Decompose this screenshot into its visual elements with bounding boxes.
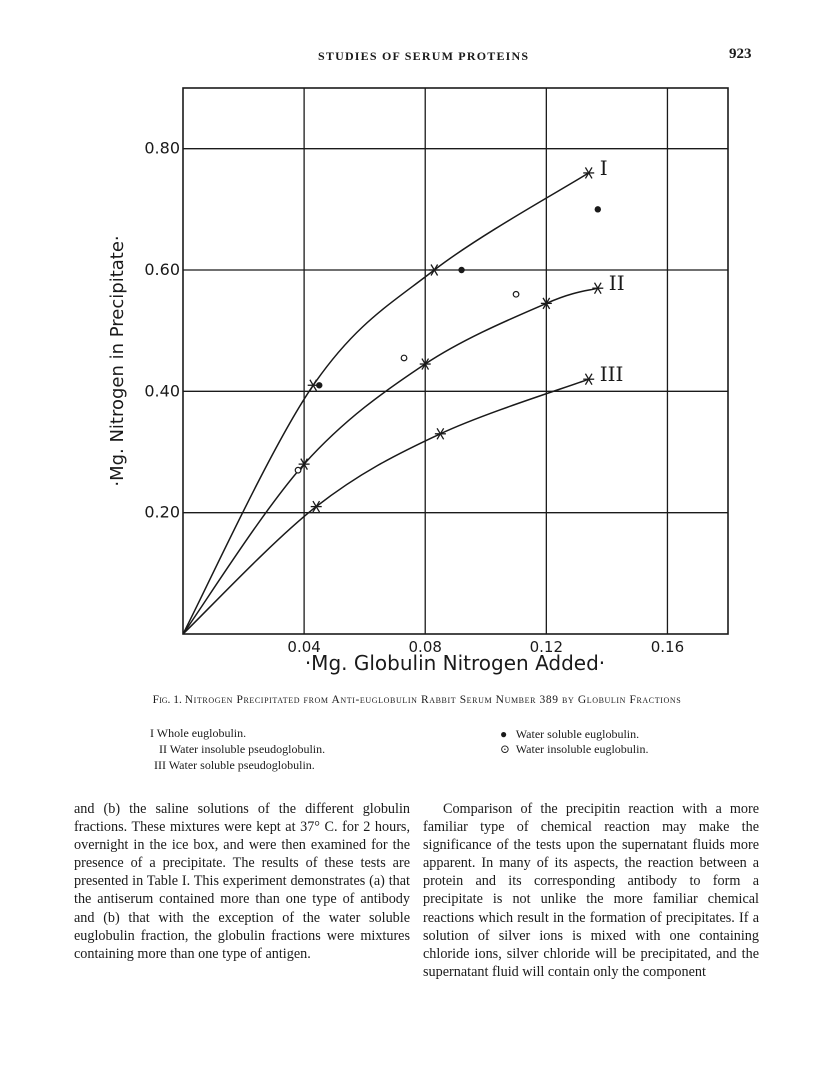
- asterisk-point-marker: [583, 167, 594, 178]
- chart-markers: [295, 167, 603, 512]
- series-curve: [183, 379, 589, 634]
- asterisk-point-marker: [435, 428, 446, 439]
- series-curve: [183, 173, 589, 634]
- body-column-right: [423, 800, 759, 981]
- chart-curves: [183, 173, 598, 634]
- caption-label: Fig. 1.: [152, 694, 182, 706]
- series-label: II: [608, 271, 625, 296]
- legend-numeral: I: [150, 726, 154, 740]
- filled-point-marker: [458, 267, 464, 273]
- legend-text: Water insoluble pseudoglobulin.: [169, 742, 326, 756]
- figure-caption: [112, 693, 722, 708]
- open-point-marker: [401, 355, 407, 361]
- legend-numeral: II: [159, 742, 167, 756]
- asterisk-point-marker: [583, 374, 594, 385]
- x-tick-label: 0.16: [650, 638, 685, 656]
- body-paragraph: and (b) the saline solutions of the different globulin fractions. These mixtures were kept at 37° C. for 2 hours, overnight in the ice box, and were then examined for the presence of a precipitate. The results of these tests are presented in Table I. This experiment demonstrates (a) that the antiserum contained more than one type of antibody and (b) that with the exception of the water soluble euglobulin fraction, the globulin fractions were mixtures containing more than one type of antigen.: [74, 801, 410, 962]
- series-label: I: [599, 155, 608, 180]
- caption-text: Nitrogen Precipitated from Anti-euglobulin Rabbit Serum Number 389 by Globulin Fractions: [184, 694, 682, 706]
- legend-item: [150, 725, 325, 741]
- body-column-left: [74, 800, 410, 963]
- series-curve: [183, 288, 598, 634]
- filled-circle-icon: ●: [500, 727, 508, 741]
- open-point-marker: [295, 467, 301, 473]
- legend-item: [154, 757, 325, 773]
- x-tick-label: 0.04: [287, 638, 321, 656]
- legend-text: Water soluble euglobulin.: [515, 727, 640, 741]
- open-circle-icon: ⊙: [500, 742, 511, 756]
- y-tick-label: 0.20: [144, 502, 180, 522]
- asterisk-point-marker: [592, 283, 603, 294]
- y-tick-label: 0.80: [144, 138, 180, 158]
- x-tick-label: 0.08: [408, 638, 442, 656]
- legend-item: [500, 727, 648, 742]
- running-title: STUDIES OF SERUM PROTEINS: [318, 49, 530, 63]
- filled-point-marker: [595, 206, 601, 212]
- x-tick-label: 0.12: [529, 638, 564, 656]
- legend-points: [500, 727, 648, 757]
- chart-labels: [107, 139, 684, 675]
- filled-point-marker: [316, 382, 322, 388]
- legend-item: [159, 741, 325, 757]
- legend-curves: [150, 725, 325, 773]
- x-axis-label: ·Mg. Globulin Nitrogen Added·: [304, 651, 606, 675]
- legend-text: Water soluble pseudoglobulin.: [168, 758, 315, 772]
- legend-text: Whole euglobulin.: [156, 726, 247, 740]
- legend-numeral: III: [154, 758, 166, 772]
- legend-item: [500, 742, 648, 757]
- open-point-marker: [513, 291, 519, 297]
- y-axis-label: ·Mg. Nitrogen in Precipitate·: [107, 235, 128, 487]
- legend-text: Water insoluble euglobulin.: [515, 742, 649, 756]
- body-paragraph: Comparison of the precipitin reaction with a more familiar type of chemical reaction may make the significance of the tests upon the supernatant fluids more apparent. In many of its aspects, the reaction between a protein and its corresponding antibody to form a precipitate is not unlike the more familiar chemical reactions which result in the formation of precipitates. If a solution of silver ions is mixed with one containing chloride ions, silver chloride will be precipitated, and the supernatant fluid will contain only the component: [423, 801, 759, 980]
- page-number: 923: [729, 46, 752, 62]
- y-tick-label: 0.40: [144, 381, 180, 401]
- y-tick-label: 0.60: [144, 260, 180, 279]
- series-label: III: [599, 362, 624, 387]
